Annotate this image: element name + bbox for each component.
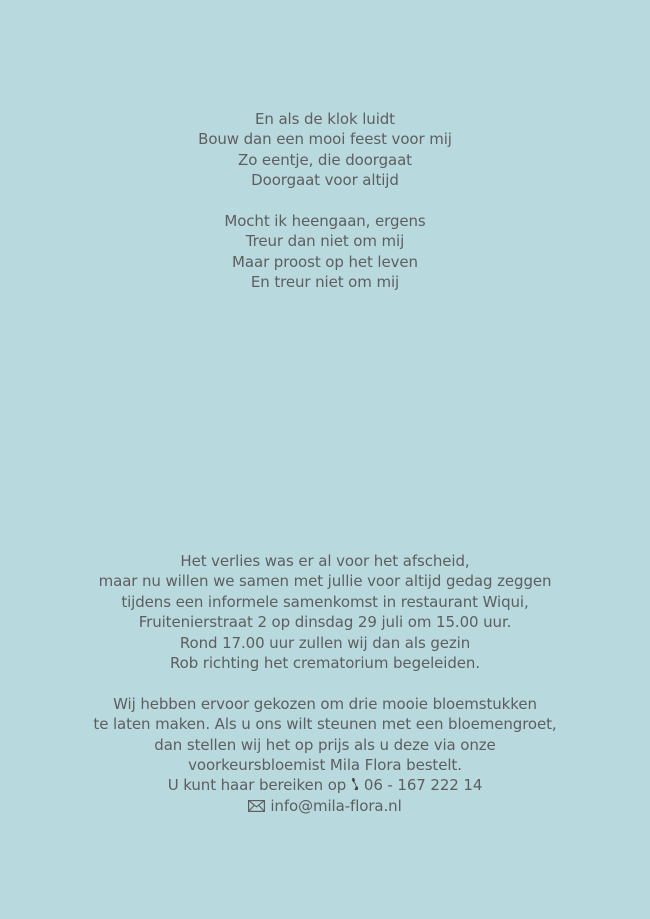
announcement-line: Fruitenierstraat 2 op dinsdag 29 juli om 15.00 uur.	[138, 613, 512, 632]
email-address[interactable]: info@mila-flora.nl	[270, 796, 402, 815]
announcement-line: Rob richting het crematorium begeleiden.	[169, 654, 481, 673]
funeral-notice	[0, 551, 650, 816]
poem-line: Maar proost op het leven	[232, 252, 418, 271]
poem-line: Treur dan niet om mij	[245, 232, 405, 251]
announcement-line: maar nu willen we samen met jullie voor altijd gedag zeggen	[98, 572, 552, 591]
poem-line: Doorgaat voor altijd	[251, 171, 399, 190]
poem-line: En als de klok luidt	[255, 110, 395, 128]
announcement-line: tijdens een informele samenkomst in restaurant Wiqui,	[121, 592, 529, 611]
stanza-gap	[0, 191, 650, 211]
envelope-icon	[248, 800, 265, 812]
poem-line: En treur niet om mij	[250, 273, 400, 292]
email-line	[0, 796, 650, 816]
phone-number[interactable]: 06 - 167 222 14	[363, 776, 483, 795]
phone-prefix: U kunt haar bereiken op	[167, 776, 347, 795]
flowers-line: dan stellen wij het op prijs als u deze via onze	[154, 735, 496, 754]
phone-line	[0, 775, 650, 795]
poem-line: Zo eentje, die doorgaat	[238, 150, 412, 169]
flowers-line: voorkeursbloemist Mila Flora bestelt.	[188, 756, 462, 775]
poem-line: Bouw dan een mooi feest voor mij	[198, 130, 452, 149]
announcement-line: Rond 17.00 uur zullen wij dan als gezin	[179, 633, 471, 652]
poem	[0, 109, 650, 293]
poem-line: Mocht ik heengaan, ergens	[224, 212, 426, 231]
paragraph-gap	[0, 673, 650, 693]
phone-icon	[351, 777, 359, 791]
flowers-line: Wij hebben ervoor gekozen om drie mooie bloemstukken	[113, 694, 537, 713]
announcement-line: Het verlies was er al voor het afscheid,	[180, 552, 470, 570]
flowers-line: te laten maken. Als u ons wilt steunen met een bloemengroet,	[93, 715, 557, 734]
